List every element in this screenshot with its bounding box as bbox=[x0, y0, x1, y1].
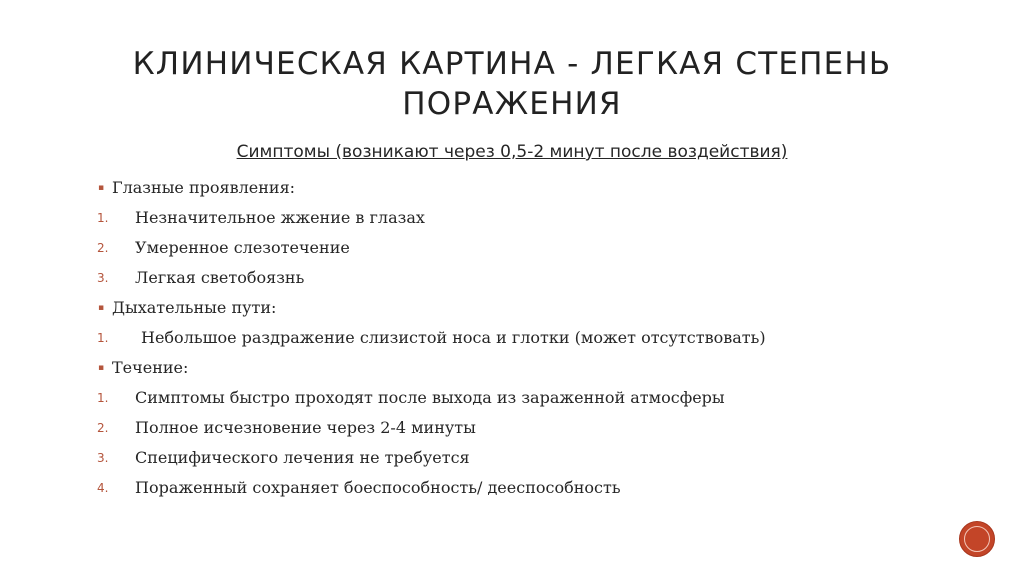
item-text: Пораженный сохраняет боеспособность/ дееспособность bbox=[135, 478, 621, 497]
symptom-list bbox=[97, 173, 977, 503]
square-bullet-icon: ▪ bbox=[98, 303, 105, 313]
slide-title-line2: ПОРАЖЕНИЯ bbox=[402, 86, 622, 122]
slide-subtitle: Симптомы (возникают через 0,5-2 минут после воздействия) bbox=[236, 142, 788, 162]
item-number: 1. bbox=[97, 391, 109, 405]
list-item bbox=[97, 233, 977, 263]
list-item bbox=[97, 383, 977, 413]
item-text: Умеренное слезотечение bbox=[135, 238, 350, 257]
circle-nav-icon[interactable] bbox=[959, 521, 995, 557]
square-bullet-icon: ▪ bbox=[98, 183, 105, 193]
list-item bbox=[97, 443, 977, 473]
section-heading-eyes bbox=[97, 173, 977, 203]
section-label: Течение: bbox=[112, 358, 189, 377]
item-text: Специфического лечения не требуется bbox=[135, 448, 470, 467]
item-number: 4. bbox=[97, 481, 109, 495]
item-text: Небольшое раздражение слизистой носа и глотки (может отсутствовать) bbox=[141, 328, 766, 347]
section-heading-course bbox=[97, 353, 977, 383]
list-item bbox=[97, 203, 977, 233]
square-bullet-icon: ▪ bbox=[98, 363, 105, 373]
list-item bbox=[97, 413, 977, 443]
section-heading-airways bbox=[97, 293, 977, 323]
list-item bbox=[97, 263, 977, 293]
list-item bbox=[97, 473, 977, 503]
section-label: Глазные проявления: bbox=[112, 178, 296, 197]
item-number: 1. bbox=[97, 211, 109, 225]
item-text: Симптомы быстро проходят после выхода из зараженной атмосферы bbox=[135, 388, 725, 407]
item-number: 1. bbox=[97, 331, 109, 345]
slide-title-line1: КЛИНИЧЕСКАЯ КАРТИНА - ЛЕГКАЯ СТЕПЕНЬ bbox=[132, 46, 892, 82]
item-text: Полное исчезновение через 2-4 минуты bbox=[135, 418, 476, 437]
nav-ring bbox=[964, 526, 990, 552]
list-item bbox=[97, 323, 977, 353]
item-text: Незначительное жжение в глазах bbox=[135, 208, 425, 227]
section-label: Дыхательные пути: bbox=[112, 298, 277, 317]
item-text: Легкая светобоязнь bbox=[135, 268, 305, 287]
slide-title bbox=[80, 44, 944, 124]
item-number: 3. bbox=[97, 271, 109, 285]
item-number: 2. bbox=[97, 421, 109, 435]
item-number: 3. bbox=[97, 451, 109, 465]
item-number: 2. bbox=[97, 241, 109, 255]
